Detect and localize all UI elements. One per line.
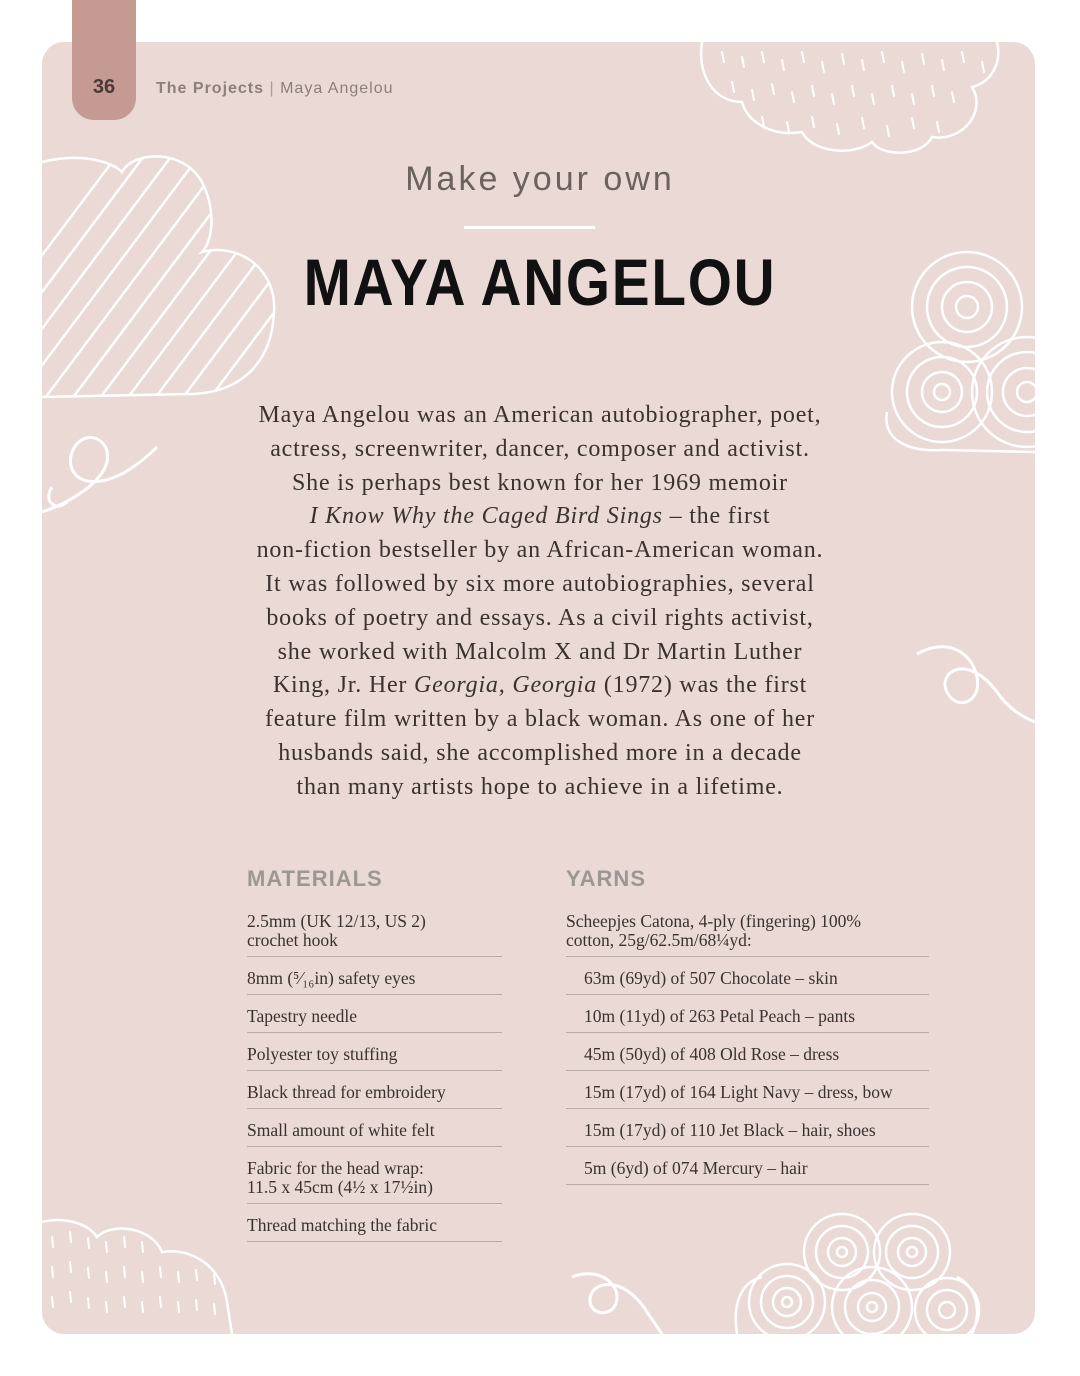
list-item: 15m (17yd) of 164 Light Navy – dress, bow xyxy=(566,1071,929,1109)
title-divider xyxy=(464,226,595,229)
intro-line: she worked with Malcolm X and Dr Martin Luther xyxy=(277,638,803,665)
intro-paragraph xyxy=(0,399,1080,805)
intro-line: than many artists hope to achieve in a lifetime. xyxy=(296,773,784,800)
intro-line: She is perhaps best known for her 1969 memoir xyxy=(292,469,788,496)
intro-line: Maya Angelou was an American autobiographer, poet, xyxy=(258,402,822,428)
yarns-list xyxy=(566,912,929,1185)
materials-list xyxy=(247,912,502,1242)
intro-line: husbands said, she accomplished more in a decade xyxy=(278,739,802,766)
list-item: 2.5mm (UK 12/13, US 2) crochet hook xyxy=(247,912,502,957)
section-name: The Projects xyxy=(156,80,265,97)
list-item: 8mm (⁵⁄₁₆in) safety eyes xyxy=(247,957,502,995)
list-item: Black thread for embroidery xyxy=(247,1071,502,1109)
list-item: 15m (17yd) of 110 Jet Black – hair, shoes xyxy=(566,1109,929,1147)
materials-heading: MATERIALS xyxy=(247,866,383,891)
intro-text: (1972) was the first xyxy=(597,672,808,699)
intro-line: non-fiction bestseller by an African-American woman. xyxy=(256,537,824,564)
list-item: Polyester toy stuffing xyxy=(247,1033,502,1071)
intro-line xyxy=(0,669,1080,703)
intro-text: – the first xyxy=(662,503,771,530)
list-item: Thread matching the fabric xyxy=(247,1204,502,1242)
kicker-text: Make your own xyxy=(405,160,675,198)
intro-line: actress, screenwriter, dancer, composer and activist. xyxy=(270,435,810,462)
intro-line xyxy=(0,500,1080,534)
book-title: I Know Why the Caged Bird Sings xyxy=(309,503,663,530)
intro-line: feature film written by a black woman. As one of her xyxy=(264,706,816,733)
list-item: Tapestry needle xyxy=(247,995,502,1033)
chapter-name: Maya Angelou xyxy=(280,80,394,97)
list-item: Fabric for the head wrap: 11.5 x 45cm (4½ x 17½in) xyxy=(247,1147,502,1204)
list-item: 45m (50yd) of 408 Old Rose – dress xyxy=(566,1033,929,1071)
header-separator: | xyxy=(269,80,275,97)
intro-line: It was followed by six more autobiographies, several xyxy=(265,570,815,597)
list-item: 10m (11yd) of 263 Petal Peach – pants xyxy=(566,995,929,1033)
list-item: 5m (6yd) of 074 Mercury – hair xyxy=(566,1147,929,1185)
page-tab xyxy=(72,0,136,120)
yarns-heading: YARNS xyxy=(566,866,646,891)
list-item: 63m (69yd) of 507 Chocolate – skin xyxy=(566,957,929,995)
intro-line: books of poetry and essays. As a civil rights activist, xyxy=(266,604,814,631)
page-title: MAYA ANGELOU xyxy=(303,245,777,319)
intro-text: King, Jr. Her xyxy=(272,672,415,699)
film-title: Georgia, Georgia xyxy=(414,672,598,699)
list-item: Small amount of white felt xyxy=(247,1109,502,1147)
running-header xyxy=(156,80,394,98)
page-number: 36 xyxy=(92,76,116,98)
yarn-brand-item: Scheepjes Catona, 4-ply (fingering) 100% cotton, 25g/62.5m/68¼yd: xyxy=(566,912,929,957)
